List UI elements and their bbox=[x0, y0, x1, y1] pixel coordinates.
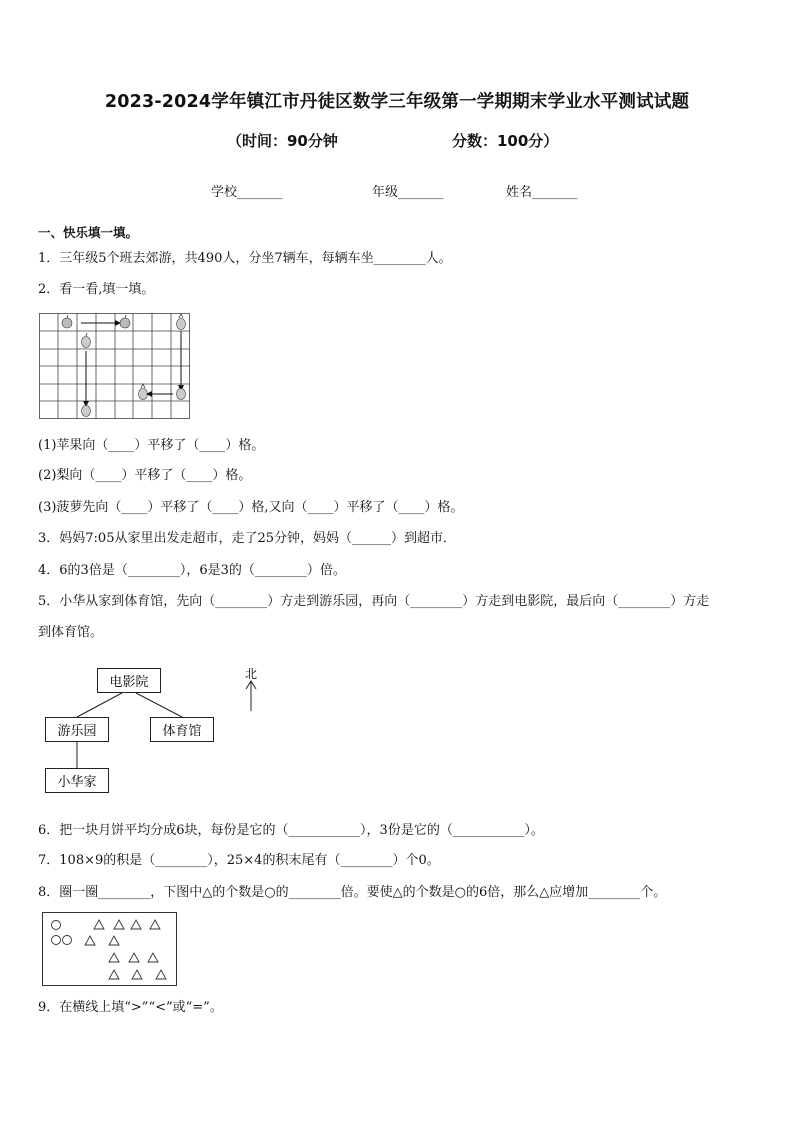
triangle-shape bbox=[94, 920, 104, 929]
circle-shape bbox=[52, 936, 61, 945]
question-5-line-1: 5．小华从家到体育馆，先向（________）方走到游乐园，再向（________）方走到电影院，最后向（________）方走 bbox=[38, 594, 710, 609]
question-2-part-3: (3)菠萝先向（____）平移了（____）格,又向（____）平移了（____）格。 bbox=[38, 500, 464, 515]
park-label: 游乐园 bbox=[57, 724, 97, 739]
triangle-shape bbox=[148, 953, 158, 962]
question-2-part-1: (1)苹果向（____）平移了（____）格。 bbox=[38, 438, 265, 453]
triangle-shape bbox=[150, 920, 160, 929]
north-label: 北 bbox=[244, 667, 258, 681]
school-field[interactable]: 学校_______ bbox=[211, 185, 283, 200]
triangle-shape bbox=[131, 920, 141, 929]
triangle-shape bbox=[156, 970, 166, 979]
exam-score: 分数：100分） bbox=[452, 132, 559, 150]
home-label: 小华家 bbox=[57, 775, 97, 790]
apple-icon bbox=[62, 315, 72, 328]
page-title: 2023-2024学年镇江市丹徒区数学三年级第一学期期末学业水平测试试题 bbox=[104, 92, 690, 112]
question-5-line-2: 到体育馆。 bbox=[38, 625, 104, 640]
question-1: 1．三年级5个班去郊游，共490人，分坐7辆车，每辆车坐________人。 bbox=[38, 251, 452, 266]
question-8: 8．圈一圈________，下图中△的个数是○的________倍。要使△的个数是○的6倍，那么△应增加________个。 bbox=[38, 885, 667, 900]
triangle-shape bbox=[114, 920, 124, 929]
triangle-shape bbox=[109, 936, 119, 945]
triangle-shape bbox=[85, 936, 95, 945]
translation-grid-figure bbox=[39, 313, 191, 420]
grade-field[interactable]: 年级_______ bbox=[372, 185, 444, 200]
question-2-part-2: (2)梨向（____）平移了（____）格。 bbox=[38, 468, 252, 483]
pear-icon bbox=[82, 333, 91, 348]
question-3: 3．妈妈7:05从家里出发走超市，走了25分钟，妈妈（______）到超市． bbox=[38, 531, 457, 546]
triangle-shape bbox=[132, 970, 142, 979]
pear-icon bbox=[82, 402, 91, 417]
question-2: 2．看一看,填一填。 bbox=[38, 282, 155, 297]
shapes-figure bbox=[42, 912, 177, 986]
gym-label: 体育馆 bbox=[162, 724, 202, 739]
pineapple-icon bbox=[177, 314, 186, 330]
triangle-shape bbox=[129, 953, 139, 962]
route-map-diagram bbox=[44, 665, 274, 797]
question-6: 6．把一块月饼平均分成6块，每份是它的（___________），3份是它的（___________）。 bbox=[38, 823, 544, 838]
pineapple-icon bbox=[139, 384, 148, 400]
triangle-shape bbox=[109, 953, 119, 962]
circle-shape bbox=[63, 936, 72, 945]
question-9: 9．在横线上填“>”“<”或“=”。 bbox=[38, 1000, 223, 1015]
exam-time: （时间：90分钟 bbox=[227, 132, 338, 150]
circle-shape bbox=[52, 921, 61, 930]
question-7: 7．108×9的积是（________），25×4的积末尾有（________）个0。 bbox=[38, 853, 440, 868]
apple-icon bbox=[120, 315, 130, 328]
cinema-label: 电影院 bbox=[109, 675, 149, 690]
name-field[interactable]: 姓名_______ bbox=[506, 185, 578, 200]
question-4: 4．6的3倍是（________），6是3的（________）倍。 bbox=[38, 563, 346, 578]
section-heading: 一、快乐填一填。 bbox=[38, 225, 139, 240]
triangle-shape bbox=[109, 970, 119, 979]
